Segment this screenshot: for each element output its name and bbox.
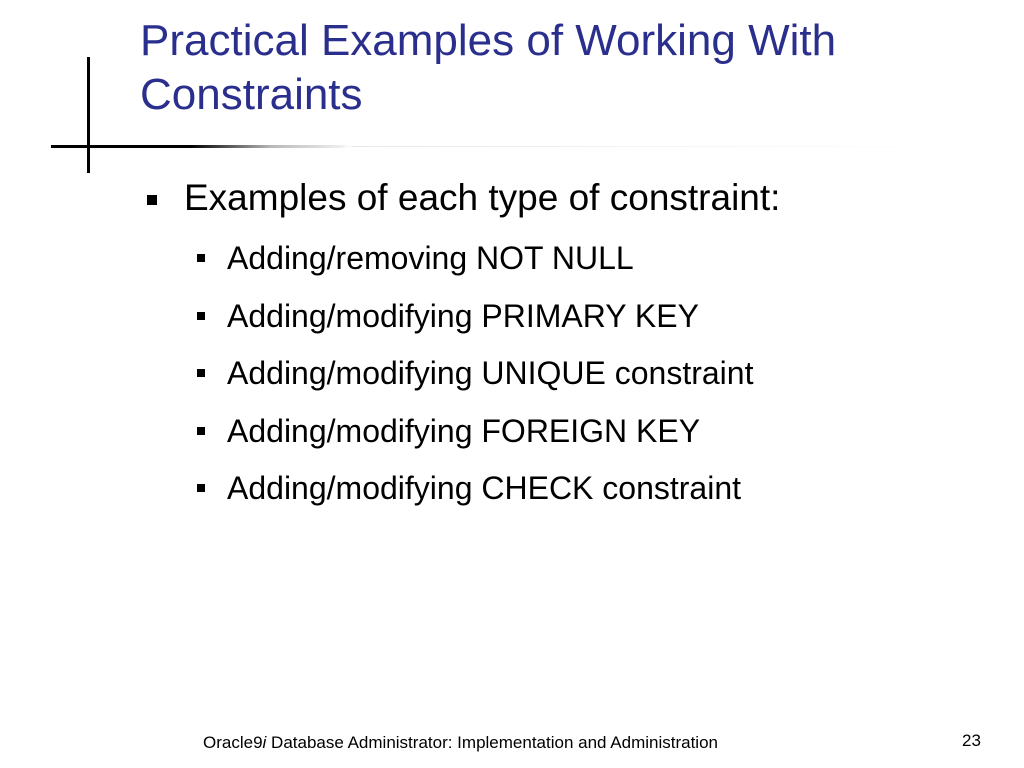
sub-bullet-text: Adding/modifying CHECK constraint bbox=[227, 470, 742, 506]
footer-subtitle: Database Administrator: Implementation and Administration bbox=[266, 733, 718, 752]
slide-title-line-1: Practical Examples of Working With bbox=[140, 16, 837, 65]
square-bullet-icon bbox=[197, 369, 205, 377]
bullet-main-text: Examples of each type of constraint: bbox=[184, 177, 781, 218]
slide-title bbox=[140, 14, 1000, 122]
decorative-vertical-line bbox=[87, 57, 90, 173]
square-bullet-icon bbox=[147, 195, 157, 205]
square-bullet-icon bbox=[197, 254, 205, 262]
sub-bullet-text: Adding/modifying PRIMARY KEY bbox=[227, 298, 699, 334]
decorative-horizontal-line bbox=[51, 145, 351, 148]
decorative-horizontal-line-fade bbox=[351, 146, 971, 147]
square-bullet-icon bbox=[197, 484, 205, 492]
square-bullet-icon bbox=[197, 427, 205, 435]
slide-title-line-2: Constraints bbox=[140, 70, 363, 119]
footer-text bbox=[203, 733, 718, 753]
page-number: 23 bbox=[962, 731, 981, 750]
footer-product-italic: i bbox=[262, 733, 267, 752]
square-bullet-icon bbox=[197, 312, 205, 320]
sub-bullet-text: Adding/modifying FOREIGN KEY bbox=[227, 413, 701, 449]
footer-product: Oracle9 bbox=[203, 733, 263, 752]
sub-bullet-text: Adding/removing NOT NULL bbox=[227, 240, 634, 276]
sub-bullet-text: Adding/modifying UNIQUE constraint bbox=[227, 355, 754, 391]
